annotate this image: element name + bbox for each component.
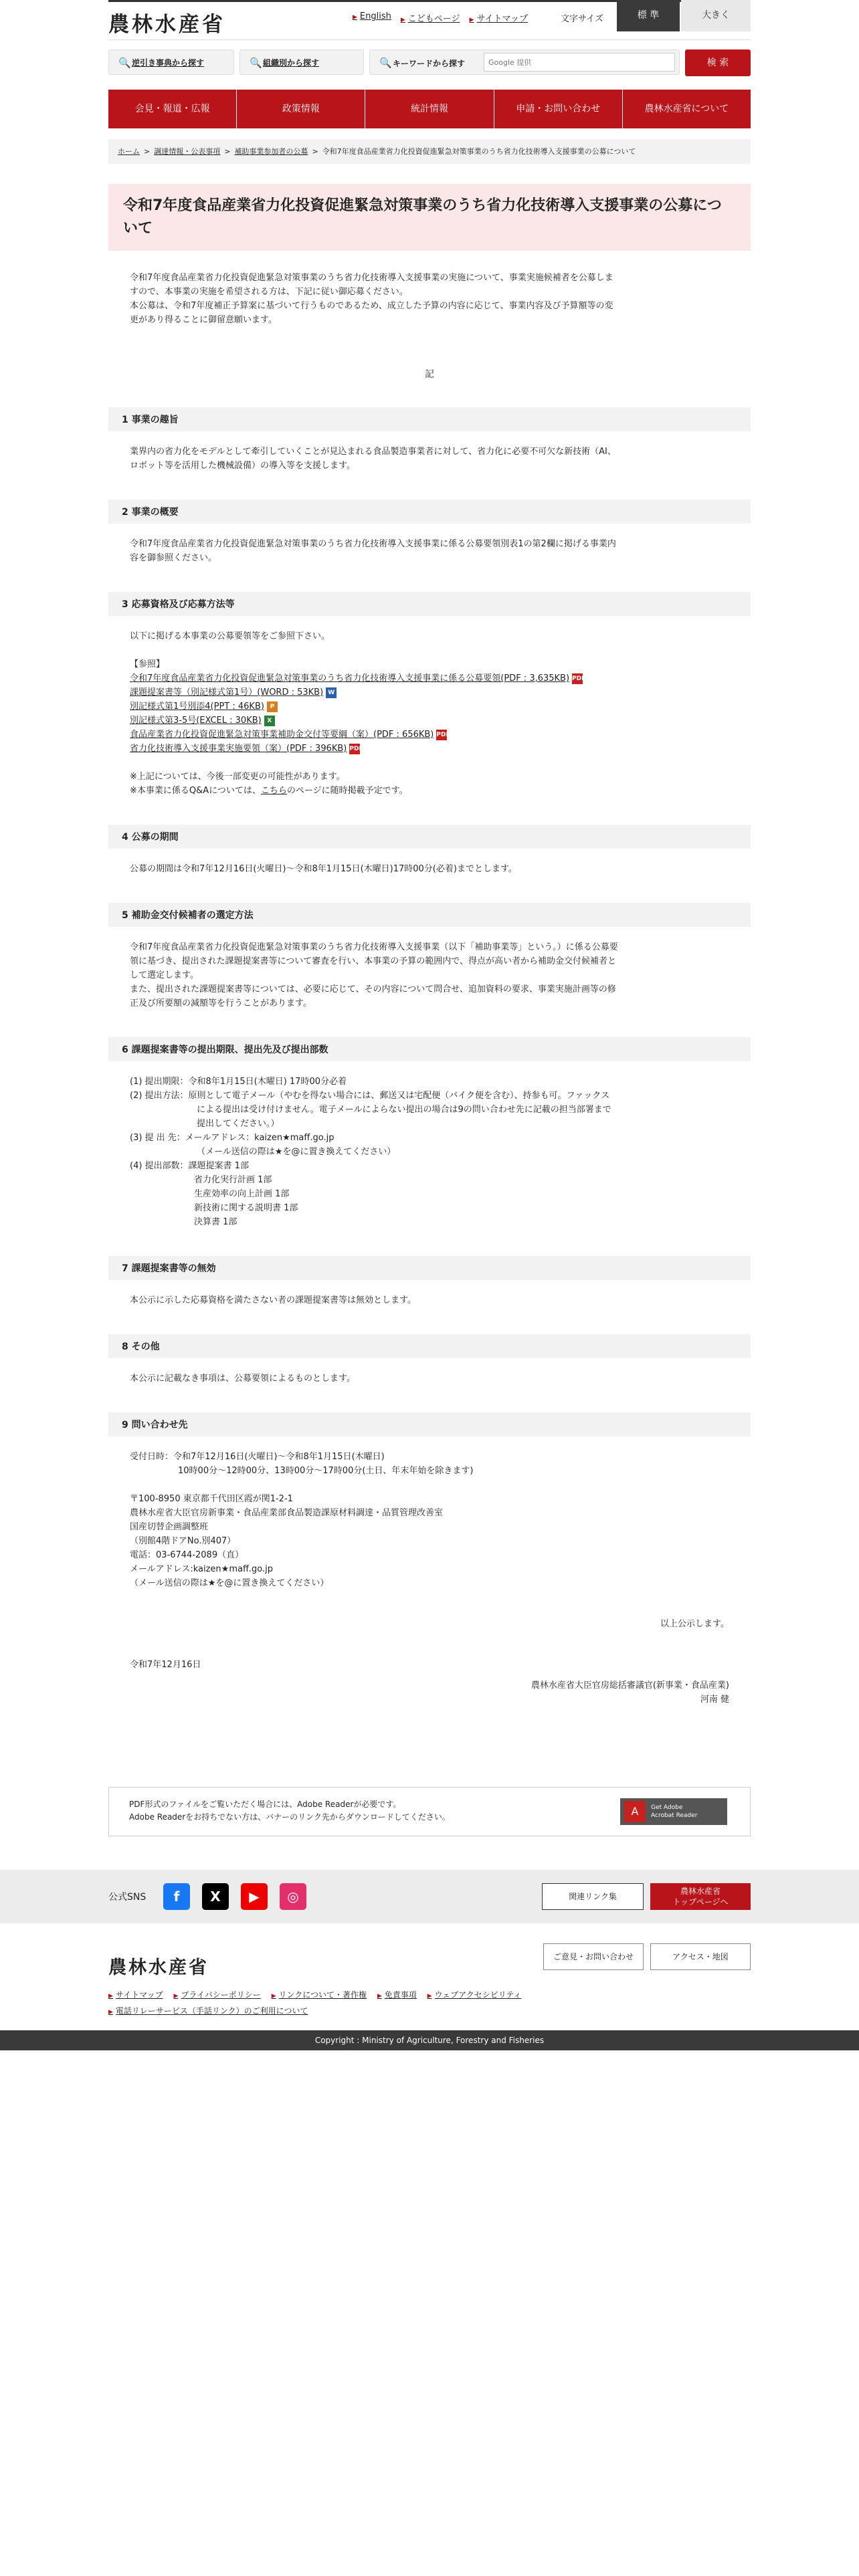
related-links-button[interactable]: 関連リンク集 (542, 1883, 644, 1910)
closing-date: 令和7年12月16日 (130, 1660, 201, 1670)
doc-link-item (130, 742, 729, 756)
footer-link-accessibility[interactable]: ▶ ウェブアクセシビリティ (427, 1990, 522, 2000)
triangle-icon: ▶ (353, 14, 357, 21)
section-heading: 6 課題提案書等の提出期限、提出先及び提出部数 (108, 1037, 751, 1061)
reverse-lookup-search-button[interactable]: 🔍 逆引き事典から探す (108, 49, 234, 75)
nav-item-policy[interactable]: 政策情報 (237, 90, 365, 128)
footer-link-relay-service[interactable]: ▶ 電話リレーサービス（手話リンク）のご利用について (108, 2006, 308, 2016)
footer-link-sitemap[interactable]: ▶ サイトマップ (108, 1990, 163, 2000)
footer-link-disclaimer[interactable]: ▶ 免責事項 (377, 1990, 417, 2000)
breadcrumb: ホーム > 調達情報・公表事項 > 補助事業参加者の公募 > 令和7年度食品産業省力化投資促進緊急対策事業のうち省力化技術導入支援事業の公募について (108, 139, 751, 164)
triangle-icon: ▶ (400, 17, 405, 23)
section-contact: 9 問い合わせ先 受付日時：令和7年12月16日(火曜日)～令和8年1月15日(木曜日) 10時00分～12時00分、13時00分～17時00分(土日、年末年始を除きます) 〒100-8950 東京都千代田区霞が関1-2-1 農林水産省大臣官房新事業・食品産業部食品製造課原材料調達・品質管理改善室 国産切替企画調整班 （別館4階ドアNo.別407） 電話：03-6744-2089（直） メールアドレス:kaizen★maff.go.jp （メール送信の際は★を@に置き換えてください） 以上公示します。 令和7年12月16日 農林水産省大臣官房総括審議官(新事業・食品産業) 河南 健 (108, 1412, 751, 1707)
footer-links (108, 1988, 590, 2020)
section-submission: 6 課題提案書等の提出期限、提出先及び提出部数 (1) 提出期限：令和8年1月15日(木曜日) 17時00分必着 (2) 提出方法：原則として電子メール（やむを得ない場合には、郵送又は宅配便（バイク便を含む）、持参も可。ファックス による提出は受け付けません。電子メールによらない提出の場合は9の問い合わせ先に記載の担当部署まで 提出してください。） (3) 提 出 先：メールアドレス：kaizen★maff.go.jp （メール送信の際は★を@に置き換えてください） (4) 提出部数：課題提案書 1部 省力化実行計画 1部 生産効率の向上計画 1部 新技術に関する説明書 1部 決算書 1部 (108, 1037, 751, 1229)
search-input[interactable] (484, 53, 675, 72)
guideline-pdf-link[interactable]: 令和7年度食品産業省力化投資促進緊急対策事業のうち省力化技術導入支援事業に係る公募要領(PDF : 3,635KB) (130, 673, 570, 683)
doc-link-item (130, 700, 729, 714)
copyright-bar: Copyright : Ministry of Agriculture, Forestry and Fisheries (0, 2030, 859, 2050)
section-heading: 5 補助金交付候補者の選定方法 (108, 903, 751, 927)
section-heading: 4 公募の期間 (108, 825, 751, 849)
page-title: 令和7年度食品産業省力化投資促進緊急対策事業のうち省力化技術導入支援事業の公募について (108, 184, 751, 251)
triangle-icon: ▶ (108, 1993, 113, 2000)
form-excel-link[interactable]: 別記様式第3-5号(EXCEL : 30KB) (130, 716, 262, 726)
font-size-standard-button[interactable]: 標 準 (617, 0, 680, 31)
pdf-icon: PDF (572, 673, 583, 684)
facebook-icon[interactable]: f (163, 1883, 190, 1910)
grant-rules-pdf-link[interactable]: 食品産業省力化投資促進緊急対策事業補助金交付等要綱（案）(PDF : 656KB) (130, 730, 434, 740)
organization-search-button[interactable]: 🔍 組織別から探す (240, 49, 364, 75)
section-heading: 3 応募資格及び応募方法等 (108, 592, 751, 616)
doc-link-item (130, 714, 729, 728)
section-purpose: 1 事業の趣旨 業界内の省力化をモデルとして牽引していくことが見込まれる食品製造事業者に対して、省力化に必要不可欠な新技術（AI、 ロボット等を活用した機械設備）の導入等を支援します。 (108, 407, 751, 473)
nav-item-applications[interactable]: 申請・お問い合わせ (494, 90, 623, 128)
site-footer (108, 1923, 751, 2030)
keyword-search-box (369, 49, 680, 75)
access-map-button[interactable]: アクセス・地図 (650, 1943, 751, 1970)
closing-name: 河南 健 (700, 1695, 729, 1705)
breadcrumb-subsidy[interactable]: 補助事業参加者の公募 (234, 147, 308, 156)
section-heading: 8 その他 (108, 1334, 751, 1358)
triangle-icon: ▶ (377, 1993, 382, 2000)
adobe-reader-notice: PDF形式のファイルをご覧いただく場合には、Adobe Readerが必要です。 Adobe Readerをお持ちでない方は、バナーのリンク先からダウンロードしてください。 A Get Adobe Acrobat Reader (108, 1787, 751, 1836)
triangle-icon: ▶ (108, 2009, 113, 2016)
sns-band (0, 1870, 859, 1923)
top-page-button[interactable]: 農林水産省 トップページへ (650, 1883, 751, 1910)
triangle-icon: ▶ (427, 1993, 432, 2000)
font-size-label: 文字サイズ (561, 14, 603, 24)
section-selection: 5 補助金交付候補者の選定方法 令和7年度食品産業省力化投資促進緊急対策事業のうち省力化技術導入支援事業（以下「補助事業等」という。）に係る公募要 領に基づき、提出された課題提案書等について審査を行い、本事業の予算の範囲内で、得点が高い者から補助金交付候補者と して選定します。 また、提出された課題提案書等については、必要に応じて、その内容について問合せ、追加資料の要求、事業実施計画等の修 正及び所要額の減額等を行うことがあります。 (108, 903, 751, 1010)
section-heading: 1 事業の趣旨 (108, 407, 751, 431)
search-bar (108, 40, 751, 90)
faq-link[interactable]: こちら (260, 786, 287, 796)
section-heading: 9 問い合わせ先 (108, 1412, 751, 1436)
opinion-button[interactable]: ご意見・お問い合わせ (543, 1943, 644, 1970)
search-submit-button[interactable]: 検 索 (685, 49, 751, 76)
sns-label: 公式SNS (108, 1892, 147, 1903)
footer-logo[interactable]: 農林水産省 (108, 1957, 209, 1978)
implementation-pdf-link[interactable]: 省力化技術導入支援事業実施要領（案）(PDF : 396KB) (130, 744, 347, 754)
utility-links (353, 11, 528, 24)
breadcrumb-current: 令和7年度食品産業省力化投資促進緊急対策事業のうち省力化技術導入支援事業の公募について (322, 147, 636, 156)
section-period: 4 公募の期間 公募の期間は令和7年12月16日(火曜日)～令和8年1月15日(木曜日)17時00分(必着)までとします。 (108, 825, 751, 876)
doc-link-item (130, 671, 729, 685)
acrobat-icon: A (624, 1801, 646, 1822)
section-heading: 2 事業の概要 (108, 500, 751, 524)
section-heading: 7 課題提案書等の無効 (108, 1256, 751, 1280)
section-invalid: 7 課題提案書等の無効 本公示に示した応募資格を満たさない者の課題提案書等は無効とします。 (108, 1256, 751, 1307)
pdf-icon: PDF (436, 730, 447, 740)
site-header (108, 0, 751, 40)
global-nav (108, 90, 751, 128)
triangle-icon: ▶ (173, 1993, 179, 2000)
font-size-large-button[interactable]: 大きく (681, 0, 751, 31)
instagram-icon[interactable]: ◎ (280, 1883, 306, 1910)
keyword-search-label: キーワードから探す (393, 59, 466, 68)
triangle-icon: ▶ (469, 17, 474, 23)
adobe-reader-banner[interactable]: A Get Adobe Acrobat Reader (620, 1798, 727, 1825)
closing-org: 農林水産省大臣官房総括審議官(新事業・食品産業) (531, 1681, 729, 1691)
triangle-icon: ▶ (271, 1993, 276, 2000)
word-icon: W (326, 687, 337, 698)
search-icon: 🔍 (250, 57, 262, 69)
search-icon: 🔍 (379, 57, 392, 69)
proposal-word-link[interactable]: 課題提案書等（別記様式第1号）(WORD : 53KB) (130, 687, 324, 697)
nav-item-about[interactable]: 農林水産省について (644, 104, 729, 114)
nav-item-press[interactable]: 会見・報道・広報 (108, 90, 237, 128)
x-icon[interactable]: X (202, 1883, 229, 1910)
excel-icon: X (264, 716, 275, 726)
footer-link-copyright[interactable]: ▶ リンクについて・著作権 (271, 1990, 367, 2000)
powerpoint-icon: P (267, 702, 278, 712)
section-other: 8 その他 本公示に記載なき事項は、公募要領によるものとします。 (108, 1334, 751, 1386)
english-link[interactable]: ▶ English (353, 11, 391, 21)
breadcrumb-home[interactable]: ホーム (118, 147, 140, 156)
search-icon: 🔍 (118, 57, 131, 69)
doc-link-item (130, 685, 729, 700)
ki-marker: 記 (425, 369, 434, 380)
youtube-icon[interactable]: ▶ (241, 1883, 268, 1910)
closing-end: 以上公示します。 (660, 1619, 729, 1629)
attachment-ppt-link[interactable]: 別記様式第1号別添4(PPT : 46KB) (130, 702, 264, 712)
breadcrumb-procurement[interactable]: 調達情報・公表事項 (154, 147, 221, 156)
intro-text: 令和7年度食品産業省力化投資促進緊急対策事業のうち省力化技術導入支援事業の実施について、事業実施候補者を公募しま すので、本事業の実施を希望される方は、下記に従い御応募ください。 本公募は、令和7年度補正予算案に基づいて行うものであるため、成立した予算の内容に応じて、事業内容及び予算額等の変 更があり得ることに御留意願います。 (130, 273, 613, 325)
footer-link-privacy[interactable]: ▶ プライバシーポリシー (173, 1990, 261, 2000)
doc-link-item (130, 728, 729, 742)
pdf-icon: PDF (349, 744, 360, 754)
sitemap-link[interactable]: ▶ サイトマップ (469, 14, 529, 24)
kids-page-link[interactable]: ▶ こどもページ (400, 14, 460, 24)
section-overview: 2 事業の概要 令和7年度食品産業省力化投資促進緊急対策事業のうち省力化技術導入支援事業に係る公募要領別表1の第2欄に掲げる事業内 容を御参照ください。 (108, 500, 751, 565)
section-eligibility: 3 応募資格及び応募方法等 以下に掲げる本事業の公募要領等をご参照下さい。 【参照】 令和7年度食品産業省力化投資促進緊急対策事業のうち省力化技術導入支援事業に係る公募要領(PDF : 3,635KB) PDF 課題提案書等（別記様式第1号）(WORD : 53KB) W 別記様式第1号別添4(PPT : 46KB) P 別記様式第3-5号(EXCEL : 30KB) X 食品産業省力化投資促進緊急対策事業補助金交付等要綱（案）(PDF : 656KB) PDF 省力化技術導入支援事業実施要領（案）(PDF : 396KB) PDF ※上記については、今後一部変更の可能性があります。 ※本事業に係るQ&Aについては、こちらのページに随時掲載予定です。 (108, 592, 751, 798)
site-logo[interactable]: 農林水産省 (108, 13, 225, 37)
nav-item-statistics[interactable]: 統計情報 (365, 90, 494, 128)
